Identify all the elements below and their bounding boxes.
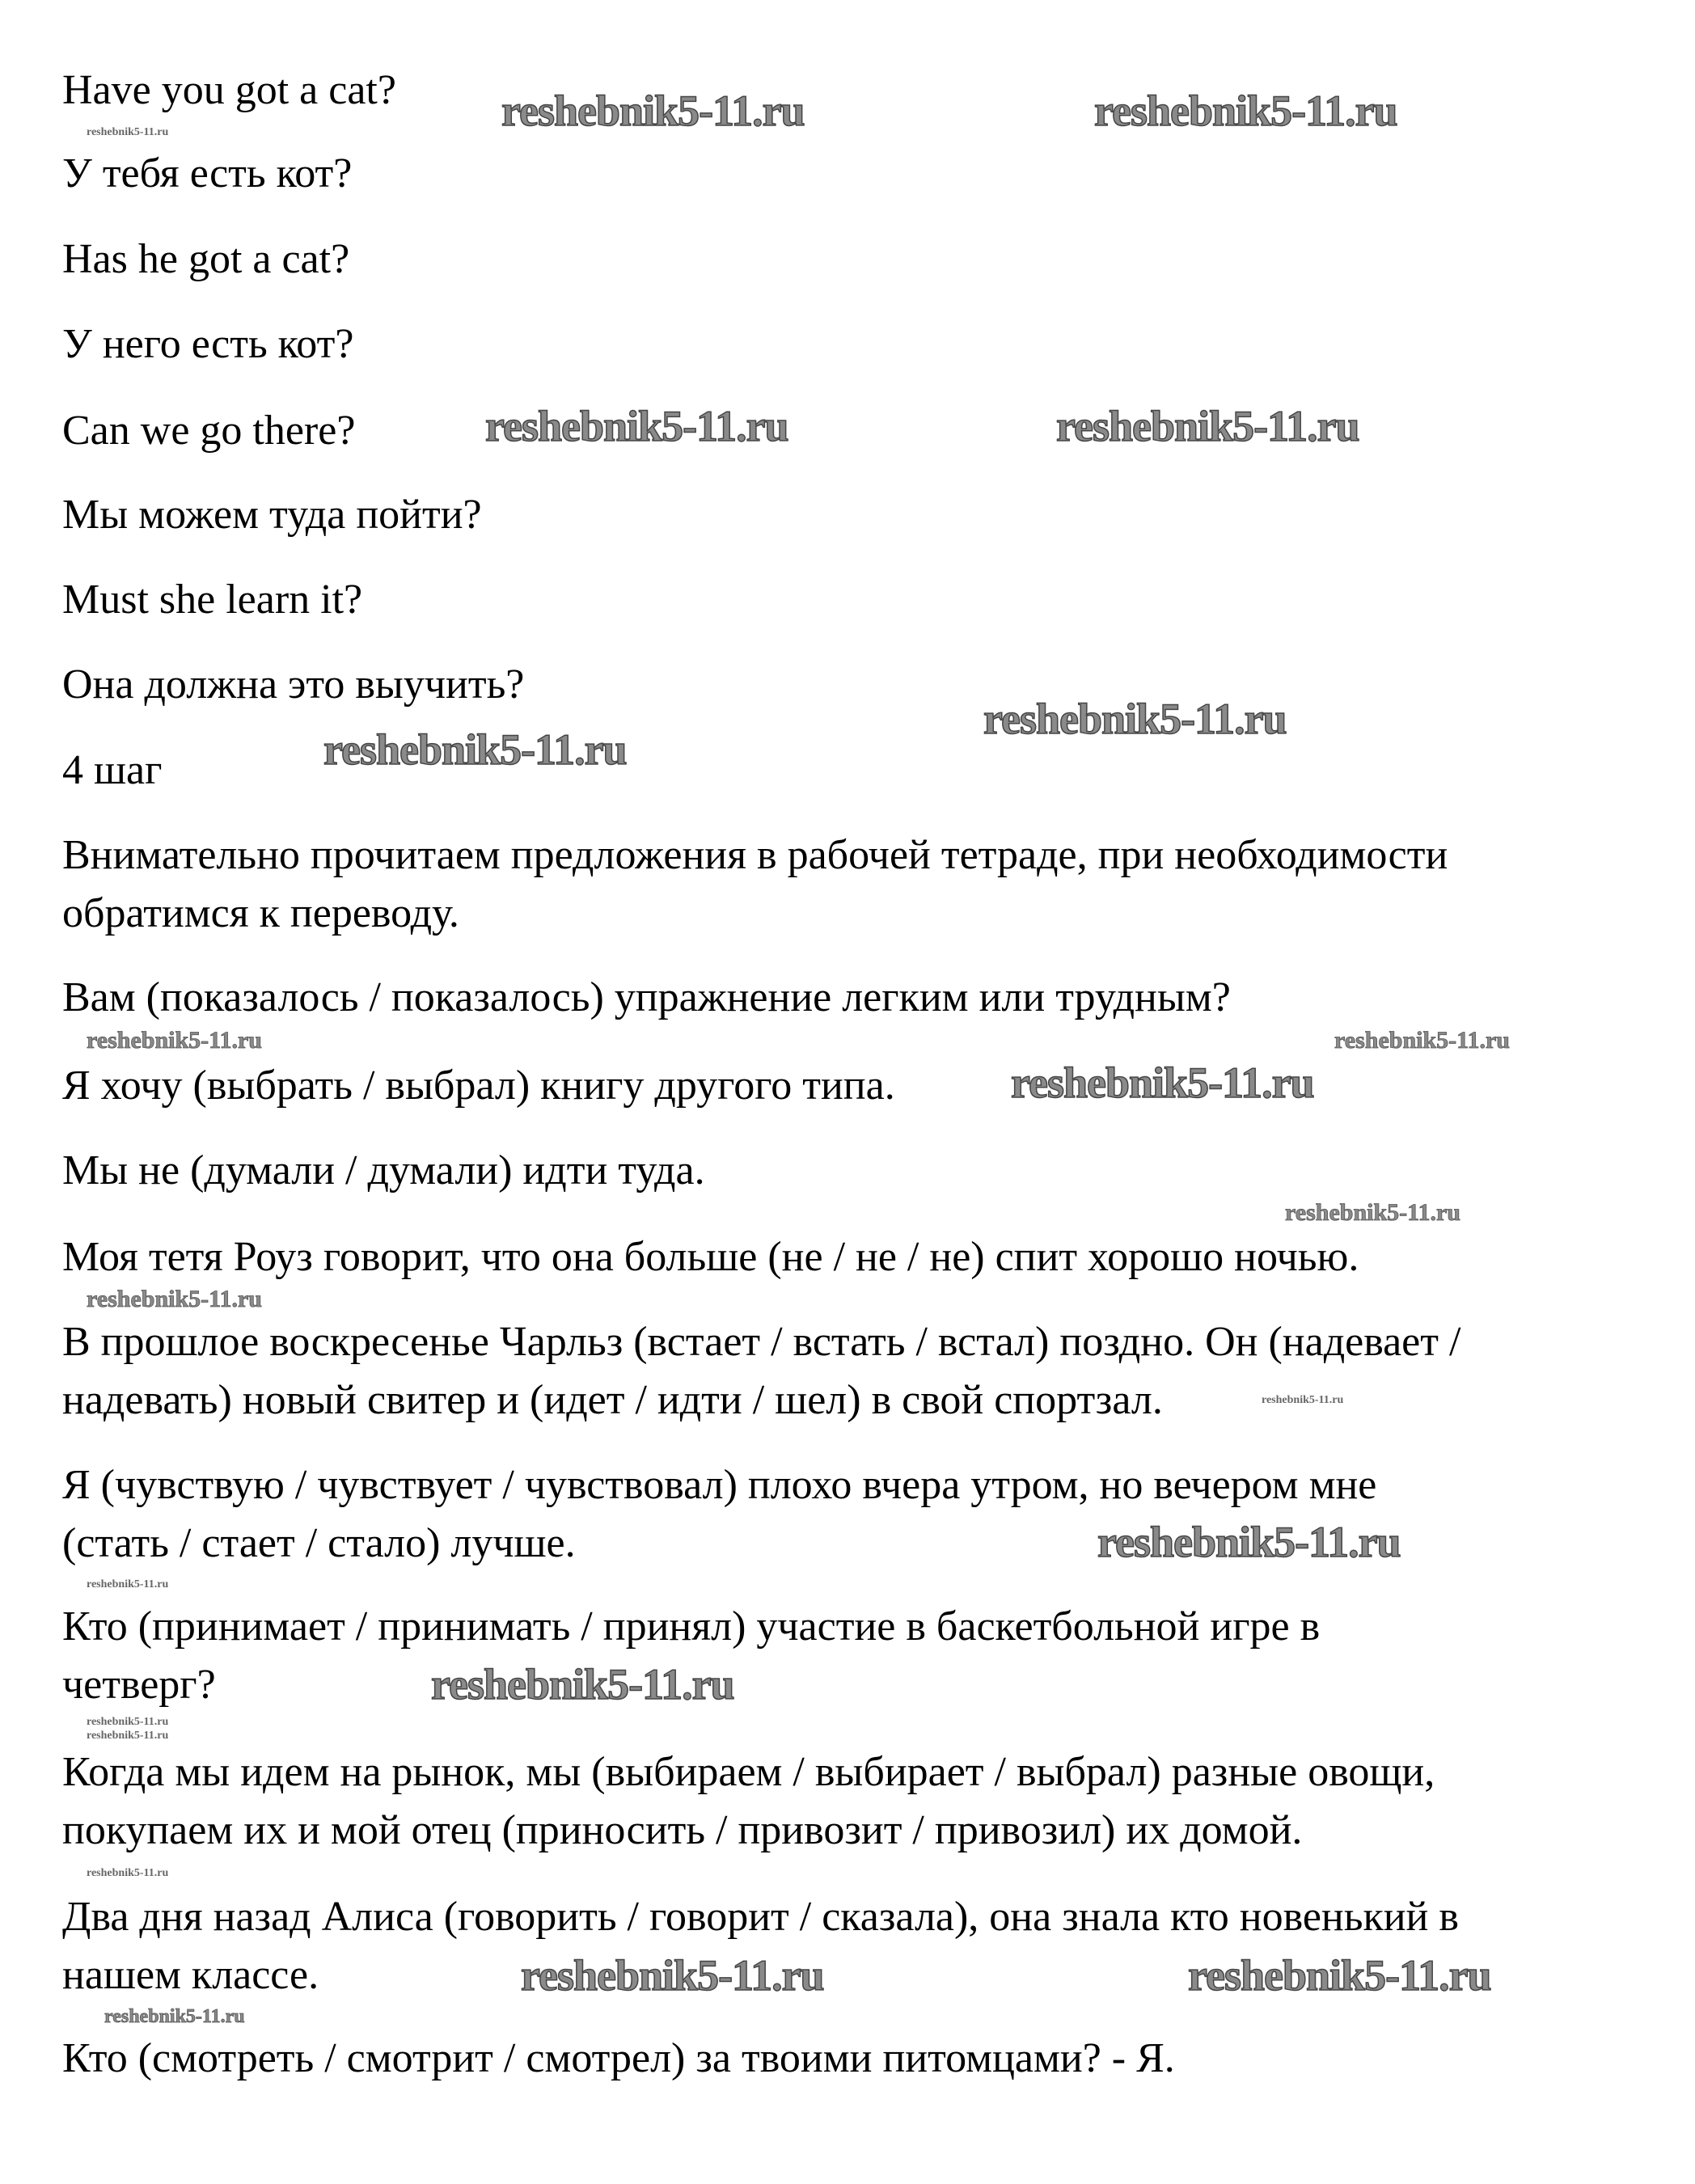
watermark: reshebnik5-11.ru	[87, 1027, 262, 1054]
text-line: Кто (принимает / принимать / принял) участие в баскетбольной игре в	[62, 1603, 1321, 1650]
watermark: reshebnik5-11.ru	[1262, 1394, 1344, 1406]
text-line: обратимся к переводу.	[62, 890, 459, 936]
watermark: reshebnik5-11.ru	[87, 126, 169, 138]
text-line: Она должна это выучить?	[62, 661, 525, 708]
watermark: reshebnik5-11.ru	[1334, 1027, 1510, 1054]
watermark: reshebnik5-11.ru	[1056, 402, 1359, 450]
watermark: reshebnik5-11.ru	[1097, 1518, 1401, 1566]
step-heading: 4 шаг	[62, 747, 163, 793]
text-line: Мы не (думали / думали) идти туда.	[62, 1147, 705, 1193]
watermark: reshebnik5-11.ru	[431, 1660, 734, 1709]
watermark: reshebnik5-11.ru	[87, 1286, 262, 1312]
text-line: четверг?	[62, 1662, 216, 1708]
watermark: reshebnik5-11.ru	[87, 1867, 169, 1879]
watermark: reshebnik5-11.ru	[501, 87, 805, 135]
text-line: Мы можем туда пойти?	[62, 492, 482, 538]
text-line: нашем классе.	[62, 1952, 319, 1998]
text-line: Вам (показалось / показалось) упражнение легким или трудным?	[62, 974, 1231, 1020]
text-line: Два дня назад Алиса (говорить / говорит / сказала), она знала кто новенький в	[62, 1894, 1459, 1940]
watermark: reshebnik5-11.ru	[87, 1578, 169, 1590]
text-line: Have you got a cat?	[62, 67, 396, 113]
watermark: reshebnik5-11.ru	[87, 1730, 169, 1742]
text-line: покупаем их и мой отец (приносить / привозит / привозил) их домой.	[62, 1807, 1303, 1853]
text-line: У тебя есть кот?	[62, 150, 353, 196]
watermark: reshebnik5-11.ru	[1188, 1951, 1491, 2000]
text-line: Когда мы идем на рынок, мы (выбираем / выбирает / выбрал) разные овощи,	[62, 1749, 1435, 1795]
text-line: Must she learn it?	[62, 577, 363, 623]
text-line: Has he got a cat?	[62, 236, 350, 282]
watermark: reshebnik5-11.ru	[87, 1716, 169, 1728]
text-line: У него есть кот?	[62, 321, 354, 367]
watermark: reshebnik5-11.ru	[1094, 87, 1397, 135]
watermark: reshebnik5-11.ru	[1011, 1058, 1314, 1107]
watermark: reshebnik5-11.ru	[521, 1951, 824, 2000]
watermark: reshebnik5-11.ru	[323, 725, 627, 774]
text-line: Внимательно прочитаем предложения в рабочей тетраде, при необходимости	[62, 832, 1448, 878]
text-line: Я (чувствую / чувствует / чувствовал) плохо вчера утром, но вечером мне	[62, 1462, 1377, 1508]
text-line: Моя тетя Роуз говорит, что она больше (не / не / не) спит хорошо ночью.	[62, 1234, 1359, 1280]
text-line: Кто (смотреть / смотрит / смотрел) за твоими питомцами? - Я.	[62, 2035, 1175, 2081]
text-line: Я хочу (выбрать / выбрал) книгу другого типа.	[62, 1062, 895, 1109]
watermark: reshebnik5-11.ru	[485, 402, 788, 450]
text-line: надевать) новый свитер и (идет / идти / шел) в свой спортзал.	[62, 1377, 1163, 1423]
watermark: reshebnik5-11.ru	[104, 2006, 245, 2027]
watermark: reshebnik5-11.ru	[1285, 1199, 1460, 1226]
text-line: Can we go there?	[62, 408, 356, 454]
watermark: reshebnik5-11.ru	[983, 695, 1287, 743]
text-line: (стать / стает / стало) лучше.	[62, 1520, 576, 1566]
text-line: В прошлое воскресенье Чарльз (встает / встать / встал) поздно. Он (надевает /	[62, 1319, 1461, 1365]
